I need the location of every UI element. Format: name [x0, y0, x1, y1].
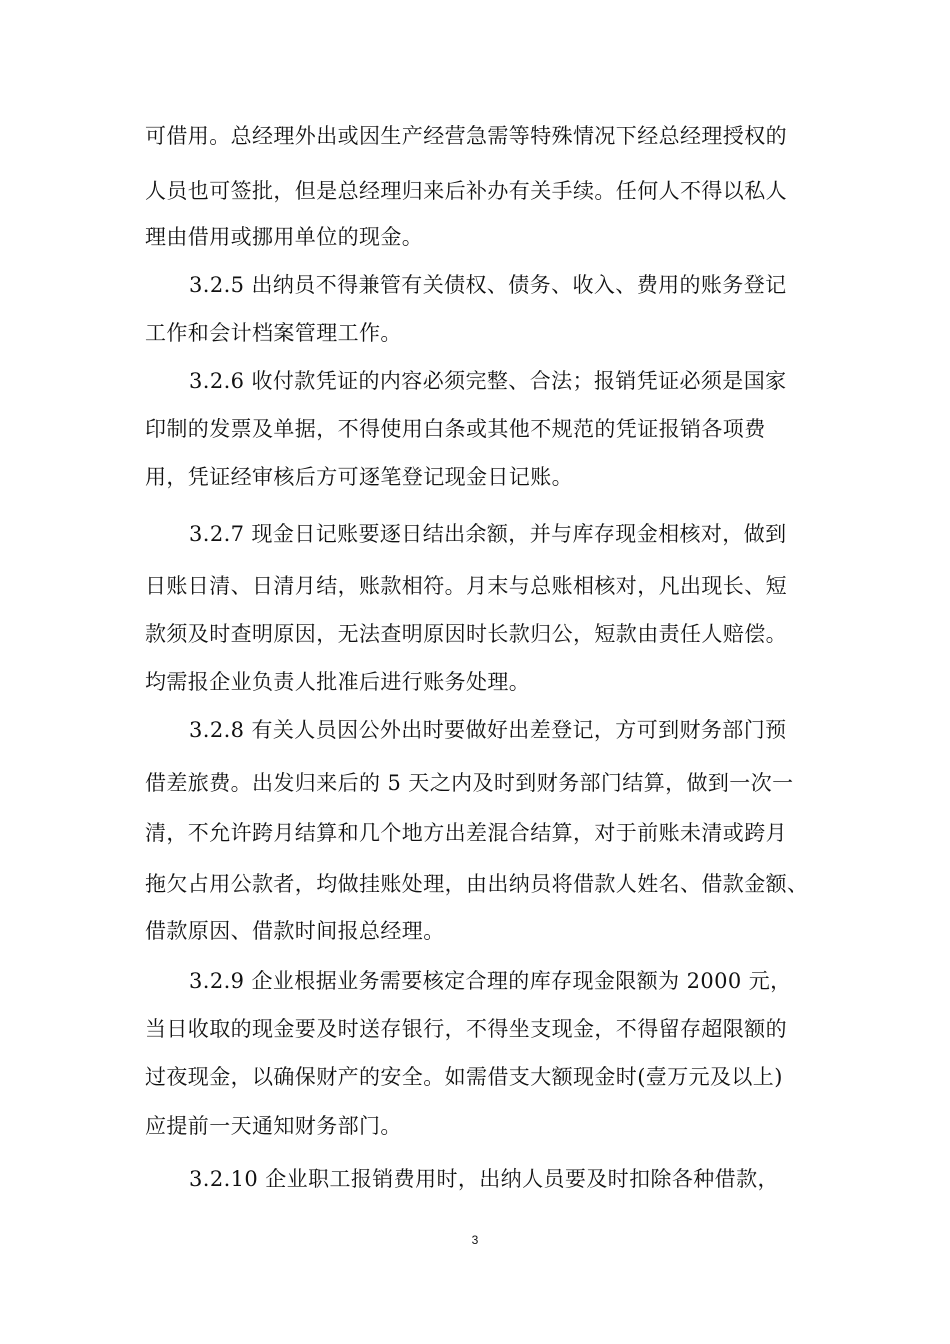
text-line: 可借用。总经理外出或因生产经营急需等特殊情况下经总经理授权的 — [145, 124, 787, 148]
text-line: 清，不允许跨月结算和几个地方出差混合结算，对于前账未清或跨月 — [145, 821, 787, 845]
text-line: 人员也可签批，但是总经理归来后补办有关手续。任何人不得以私人 — [145, 179, 787, 203]
text-line: 借差旅费。出发归来后的 5 天之内及时到财务部门结算，做到一次一 — [145, 771, 794, 795]
section-3-2-5-line: 3.2.5 出纳员不得兼管有关债权、债务、收入、费用的账务登记 — [189, 273, 787, 297]
section-3-2-7-line: 3.2.7 现金日记账要逐日结出余额，并与库存现金相核对，做到 — [189, 522, 787, 546]
text-line: 工作和会计档案管理工作。 — [145, 321, 402, 345]
text-line: 款须及时查明原因，无法查明原因时长款归公，短款由责任人赔偿。 — [145, 622, 787, 646]
text-line: 当日收取的现金要及时送存银行，不得坐支现金，不得留存超限额的 — [145, 1017, 787, 1041]
section-3-2-6-line: 3.2.6 收付款凭证的内容必须完整、合法；报销凭证必须是国家 — [189, 369, 787, 393]
text-line: 用，凭证经审核后方可逐笔登记现金日记账。 — [145, 465, 573, 489]
text-line: 拖欠占用公款者，均做挂账处理，由出纳员将借款人姓名、借款金额、 — [145, 872, 809, 896]
page-number: 3 — [471, 1233, 479, 1247]
text-line: 借款原因、借款时间报总经理。 — [145, 919, 445, 943]
section-3-2-8-line: 3.2.8 有关人员因公外出时要做好出差登记，方可到财务部门预 — [189, 718, 787, 742]
section-3-2-10-line: 3.2.10 企业职工报销费用时，出纳人员要及时扣除各种借款， — [189, 1167, 779, 1191]
text-line: 印制的发票及单据，不得使用白条或其他不规范的凭证报销各项费 — [145, 417, 766, 441]
text-line: 过夜现金，以确保财产的安全。如需借支大额现金时(壹万元及以上) — [145, 1065, 783, 1089]
text-line: 应提前一天通知财务部门。 — [145, 1114, 402, 1138]
text-line: 均需报企业负责人批准后进行账务处理。 — [145, 670, 531, 694]
section-3-2-9-line: 3.2.9 企业根据业务需要核定合理的库存现金限额为 2000 元， — [189, 969, 792, 993]
text-line: 日账日清、日清月结，账款相符。月末与总账相核对，凡出现长、短 — [145, 574, 787, 598]
text-line: 理由借用或挪用单位的现金。 — [145, 225, 424, 249]
